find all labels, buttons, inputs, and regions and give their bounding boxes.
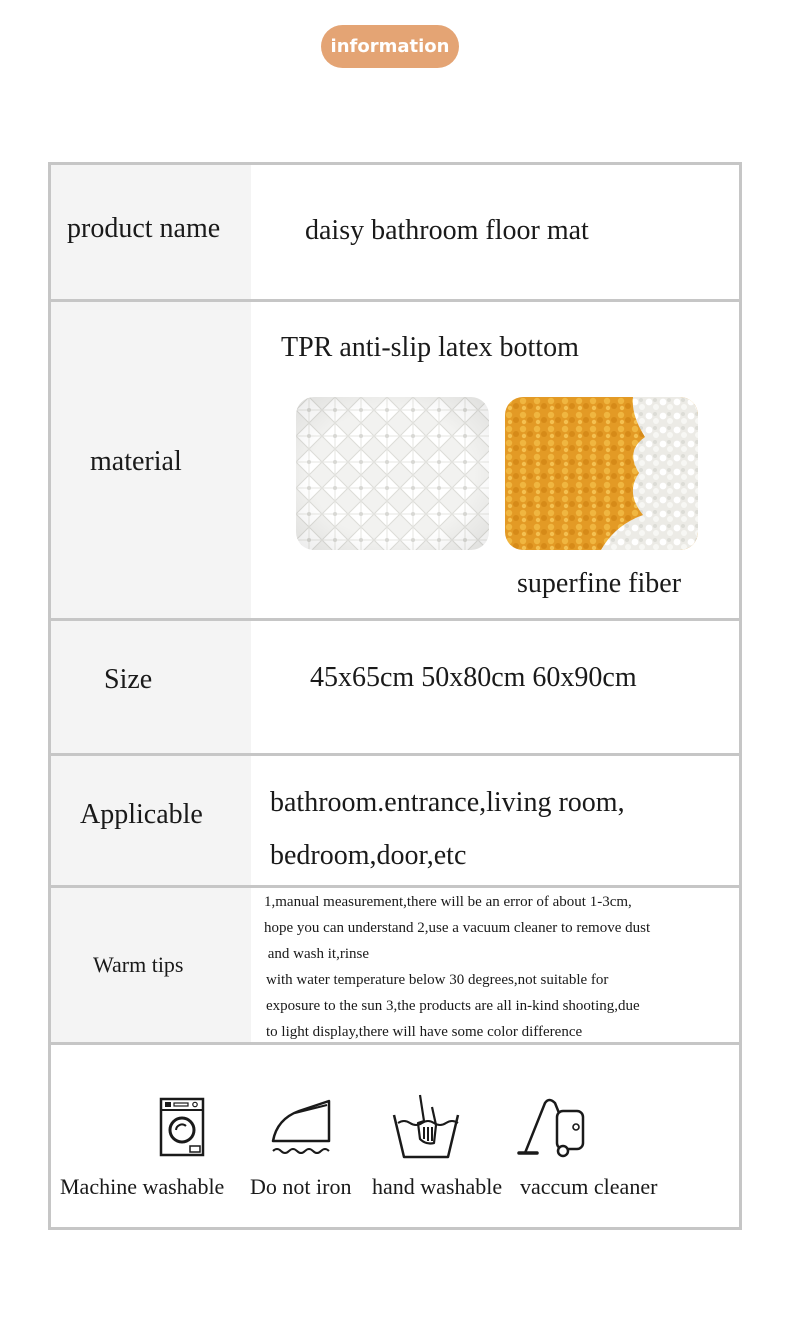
hand-wash-icon — [390, 1093, 462, 1161]
material-value-top: TPR anti-slip latex bottom — [281, 332, 579, 363]
product-name-value: daisy bathroom floor mat — [305, 215, 589, 246]
applicable-label: Applicable — [80, 799, 203, 830]
label-cell — [51, 621, 251, 753]
label-cell — [51, 888, 251, 1042]
warm-tips-line: 1,manual measurement,there will be an error of about 1-3cm, — [264, 894, 632, 910]
row-applicable — [51, 756, 739, 888]
row-care-icons — [51, 1045, 739, 1227]
size-label: Size — [104, 664, 153, 695]
label-cell — [51, 302, 251, 618]
row-product-name — [51, 165, 739, 302]
row-material — [51, 302, 739, 621]
warm-tips-line: exposure to the sun 3,the products are all in-kind shooting,due — [266, 998, 640, 1014]
size-value: 45x65cm 50x80cm 60x90cm — [310, 662, 637, 693]
row-size — [51, 621, 739, 756]
fiber-texture-image — [505, 397, 698, 550]
latex-bottom-photo — [296, 397, 489, 550]
vaccum-cleaner-caption: vaccum cleaner — [520, 1174, 658, 1199]
washing-machine-icon — [159, 1097, 205, 1157]
applicable-line-1: bathroom.entrance,living room, — [270, 787, 625, 818]
material-value-bottom: superfine fiber — [517, 568, 682, 599]
do-not-iron-caption: Do not iron — [250, 1174, 352, 1199]
warm-tips-label: Warm tips — [93, 952, 184, 977]
information-badge: information — [321, 25, 459, 68]
machine-washable-caption: Machine washable — [60, 1174, 225, 1199]
latex-texture-image — [296, 397, 489, 550]
hand-washable-caption: hand washable — [372, 1174, 503, 1199]
label-cell — [51, 756, 251, 885]
applicable-line-2: bedroom,door,etc — [270, 840, 467, 871]
product-name-label: product name — [67, 213, 221, 244]
spec-table — [48, 162, 742, 1230]
warm-tips-line: hope you can understand 2,use a vacuum cleaner to remove dust — [264, 920, 651, 936]
do-not-iron-icon — [269, 1097, 333, 1157]
superfine-fiber-photo — [505, 397, 698, 550]
row-warm-tips — [51, 888, 739, 1045]
label-cell — [51, 165, 251, 299]
warm-tips-line: with water temperature below 30 degrees,not suitable for — [266, 972, 609, 988]
warm-tips-line: and wash it,rinse — [264, 946, 369, 962]
material-label: material — [90, 446, 182, 477]
warm-tips-line: to light display,there will have some color difference — [266, 1024, 583, 1040]
vacuum-cleaner-icon — [517, 1095, 587, 1159]
